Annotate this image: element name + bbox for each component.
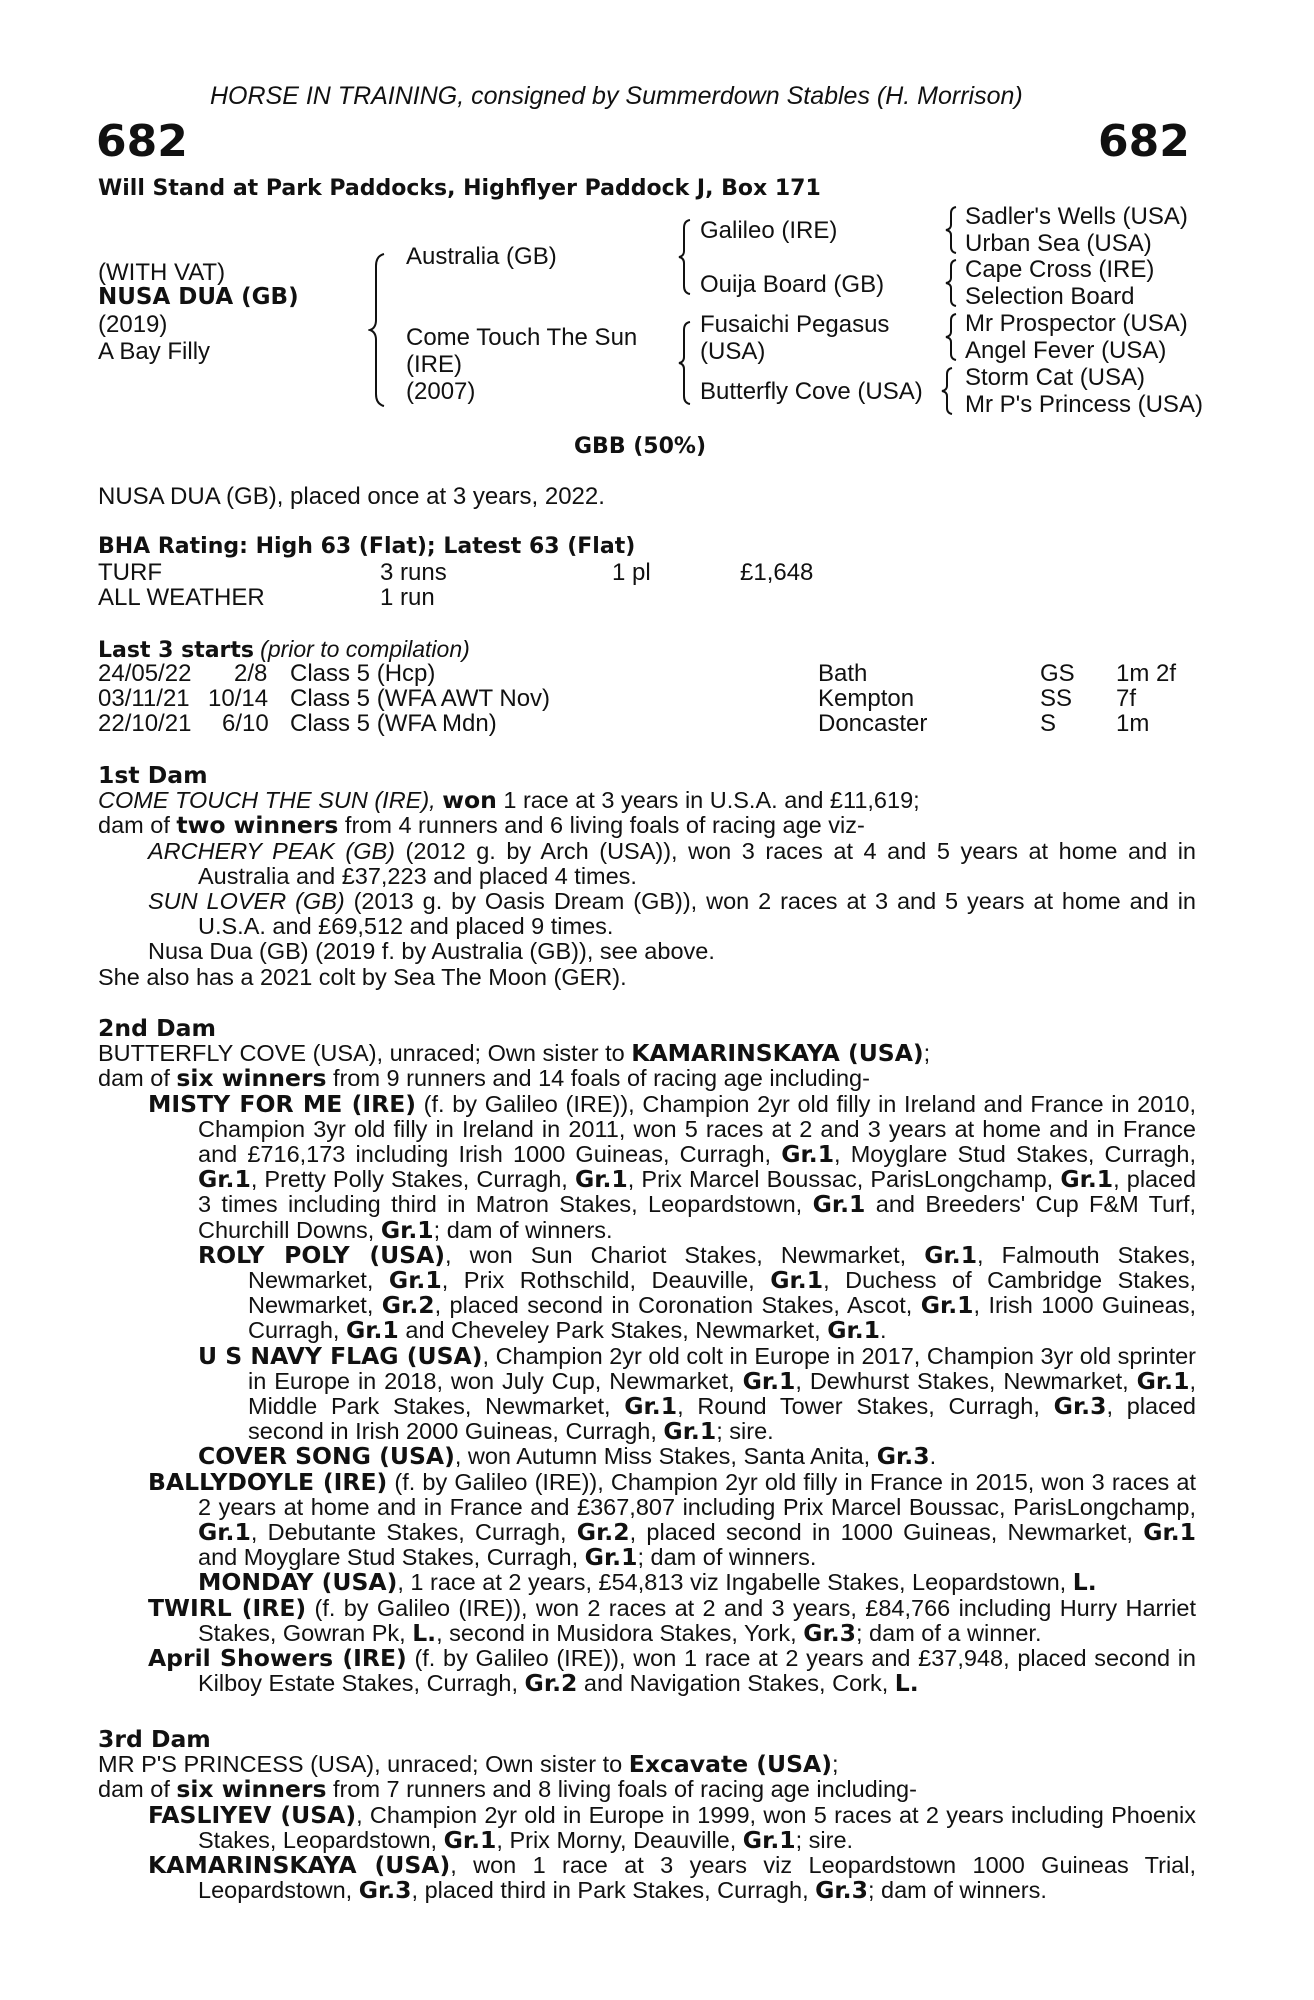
grade-label: L. [894, 1669, 919, 1698]
grade-label: Gr.2 [381, 1291, 435, 1320]
start-race: Class 5 (WFA AWT Nov) [290, 685, 551, 712]
vat-label: (WITH VAT) [98, 259, 226, 286]
grade-label: Gr.1 [388, 1266, 442, 1295]
sire-dam: Ouija Board (GB) [700, 271, 885, 298]
location-line: Will Stand at Park Paddocks, Highflyer Paddock J, Box 171 [98, 176, 821, 201]
grade-label: Gr.1 [812, 1190, 866, 1219]
produce-summary: from 4 runners and 6 living foals of racing age viz- [344, 812, 865, 839]
second-dam-intro: BUTTERFLY COVE (USA), unraced; Own sister to [98, 1040, 625, 1067]
progeny-name: ARCHERY PEAK (GB) [148, 837, 395, 864]
sire-sire: Galileo (IRE) [700, 217, 838, 244]
progeny-record: . [929, 1443, 937, 1470]
pedigree-brace-main [368, 252, 388, 408]
start-course: Kempton [818, 685, 915, 712]
dam-line-3: (2007) [406, 378, 476, 405]
dam-of-label: dam of [98, 1776, 170, 1803]
gbb-label: GBB (50%) [574, 434, 707, 459]
progeny-record: , Falmouth Stakes, Newmarket, [248, 1241, 1196, 1294]
progeny-record: and Navigation Stakes, Cork, [583, 1670, 889, 1697]
winners-count: six winners [176, 1775, 327, 1804]
granddam-dam-3: Angel Fever (USA) [965, 337, 1167, 364]
race-summary: NUSA DUA (GB), placed once at 3 years, 2022. [98, 483, 605, 510]
grade-label: Gr.1 [198, 1518, 251, 1547]
granddam-sire-1: Sadler's Wells (USA) [965, 203, 1188, 230]
progeny-record: and Moyglare Stud Stakes, Curragh, [198, 1544, 579, 1571]
dam-sire-line-1: Fusaichi Pegasus [700, 311, 890, 338]
start-going: S [1040, 710, 1057, 737]
progeny-record: , placed second in Irish 2000 Guineas, Curragh, [248, 1393, 1196, 1445]
progeny-record: , Champion 2yr old in Europe in 1999, won 5 races at 2 years including Phoenix Stakes, Leopardstown, [198, 1801, 1196, 1853]
pedigree-brace-dam [677, 320, 693, 406]
grade-label: L. [412, 1618, 437, 1647]
granddam-sire-4: Storm Cat (USA) [965, 364, 1146, 391]
rating-heading: BHA Rating: High 63 (Flat); Latest 63 (Flat) [98, 534, 636, 559]
progeny-name: BALLYDOYLE (IRE) [148, 1467, 388, 1496]
third-dam-section [98, 1727, 1196, 1903]
progeny-record: , Champion 2yr old colt in Europe in 2017, Champion 3yr old sprinter in Europe in 2018, won July Cup, Newmarket, [248, 1342, 1196, 1394]
dam-line-2: (IRE) [406, 351, 462, 378]
second-dam-heading: 2nd Dam [98, 1014, 216, 1042]
grade-label: Gr.3 [1053, 1392, 1107, 1421]
dam-sire-line-2: (USA) [700, 338, 766, 365]
progeny-record: , Middle Park Stakes, Newmarket, [248, 1367, 1196, 1420]
grade-label: Gr.1 [1060, 1165, 1114, 1194]
granddam-dam-1: Urban Sea (USA) [965, 230, 1152, 257]
rating-runs-turf: 3 runs [380, 559, 447, 586]
progeny-record: ; dam of winners. [867, 1877, 1047, 1904]
progeny-record: . [880, 1317, 887, 1344]
progeny-record: , Pretty Polly Stakes, Curragh, [250, 1166, 568, 1193]
second-dam-section [98, 1016, 1196, 1696]
first-dam-name: COME TOUCH THE SUN (IRE), [98, 787, 436, 814]
pedigree-brace-g2 [944, 258, 958, 308]
progeny-record: , placed 3 times including third in Matron Stakes, Leopardstown, [198, 1166, 1197, 1218]
grade-label: Gr.1 [624, 1392, 678, 1421]
grade-label: Gr.1 [345, 1316, 399, 1345]
grade-label: Gr.3 [358, 1876, 412, 1905]
dam-dam: Butterfly Cove (USA) [700, 378, 923, 405]
rating-placed-turf: 1 pl [612, 559, 651, 586]
progeny-record: (f. by Galileo (IRE)), Champion 2yr old filly in Ireland and France in 2010, Champion 3yr old filly in Ireland in 2011, won 5 races at 2 and 3 years at home and in France and £716,173 including Irish 1000 Guineas, Curragh, [198, 1090, 1196, 1168]
rating-prize-turf: £1,648 [740, 559, 814, 586]
pedigree-brace-sire [677, 218, 693, 296]
horse-description: A Bay Filly [98, 338, 211, 365]
first-dam-record: 1 race at 3 years in U.S.A. and £11,619; [503, 787, 920, 814]
progeny-record: ; dam of winners. [433, 1216, 613, 1243]
progeny-record: , Prix Morny, Deauville, [496, 1826, 737, 1853]
granddam-dam-4: Mr P's Princess (USA) [965, 391, 1203, 418]
dam-of-label: dam of [98, 1065, 170, 1092]
grade-label: Gr.1 [924, 1240, 978, 1269]
start-date: 22/10/21 [98, 710, 192, 737]
progeny-record: , won Autumn Miss Stakes, Santa Anita, [454, 1443, 871, 1470]
progeny-record: , Prix Rothschild, Deauville, [441, 1267, 755, 1294]
first-dam-heading: 1st Dam [98, 761, 208, 789]
granddam-sire-2: Cape Cross (IRE) [965, 256, 1155, 283]
progeny-name: FASLIYEV (USA) [148, 1800, 357, 1829]
progeny-record: ; sire. [716, 1418, 774, 1445]
progeny-record: ; dam of a winner. [856, 1619, 1042, 1646]
progeny-record: , placed second in Coronation Stakes, Ascot, [434, 1292, 913, 1319]
start-position: 10/14 [208, 685, 269, 712]
rating-surface-aw: ALL WEATHER [98, 584, 265, 611]
punct: ; [832, 1751, 839, 1778]
start-date: 03/11/21 [98, 685, 190, 712]
start-position: 6/10 [222, 710, 269, 737]
start-going: GS [1040, 660, 1075, 687]
lot-number-right: 682 [1098, 116, 1190, 167]
progeny-name: April Showers (IRE) [148, 1644, 407, 1673]
start-distance: 1m [1116, 710, 1150, 737]
start-race: Class 5 (WFA Mdn) [290, 710, 497, 737]
last-starts-title: Last 3 starts [98, 638, 255, 663]
punct: ; [923, 1040, 931, 1067]
progeny-record: , won 1 race at 3 years viz Leopardstown 1000 Guineas Trial, Leopardstown, [198, 1852, 1196, 1904]
start-course: Doncaster [818, 710, 928, 737]
sire: Australia (GB) [406, 243, 557, 270]
last-starts-note: (prior to compilation) [260, 636, 470, 662]
first-dam-section [98, 763, 1196, 990]
won-label: won [442, 786, 497, 815]
progeny-name: MISTY FOR ME (IRE) [148, 1089, 416, 1118]
progeny-record: ; dam of winners. [637, 1544, 817, 1571]
winners-count: two winners [176, 811, 339, 840]
third-dam-intro: MR P'S PRINCESS (USA), unraced; Own sister to [98, 1751, 623, 1778]
grade-label: Gr.1 [827, 1316, 881, 1345]
grade-label: Gr.1 [920, 1291, 974, 1320]
grade-label: Gr.1 [1136, 1366, 1190, 1395]
grade-label: Gr.2 [576, 1518, 630, 1547]
progeny-record: , 1 race at 2 years, £54,813 viz Ingabelle Stakes, Leopardstown, [397, 1569, 1067, 1596]
pedigree-brace-g3 [944, 312, 958, 362]
produce-summary: from 7 runners and 8 living foals of racing age including- [333, 1776, 917, 1803]
grade-label: Gr.3 [815, 1876, 868, 1905]
third-dam-heading: 3rd Dam [98, 1725, 211, 1753]
grade-label: Gr.1 [443, 1825, 497, 1854]
horse-name: NUSA DUA (GB) [98, 284, 299, 310]
progeny-record: , Round Tower Stakes, Curragh, [677, 1393, 1040, 1420]
granddam-sire-3: Mr Prospector (USA) [965, 310, 1188, 337]
start-distance: 7f [1116, 685, 1137, 712]
progeny-record: (f. by Galileo (IRE)), won 2 races at 2 and 3 years, £84,766 including Hurry Harriet Stakes, Gowran Pk, [198, 1594, 1196, 1646]
progeny-name: U S NAVY FLAG (USA) [198, 1341, 483, 1370]
sister-name: Excavate (USA) [628, 1750, 832, 1779]
pedigree-brace-g4 [940, 366, 956, 416]
lot-number-left: 682 [96, 116, 188, 167]
rating-surface-turf: TURF [98, 559, 162, 586]
progeny-record: (2012 g. by Arch (USA)), won 3 races at 4 and 5 years at home and in Australia and £37,223 and placed 4 times. [198, 837, 1196, 889]
progeny-record: , second in Musidora Stakes, York, [436, 1619, 797, 1646]
grade-label: Gr.1 [781, 1140, 835, 1169]
grade-label: Gr.1 [380, 1215, 434, 1244]
progeny-record: (f. by Galileo (IRE)), won 1 race at 2 years and £37,948, placed second in Kilboy Estate Stakes, Curragh, [198, 1645, 1196, 1697]
progeny-record: , Duchess of Cambridge Stakes, Newmarket, [248, 1267, 1197, 1319]
progeny-record: , Irish 1000 Guineas, Curragh, [248, 1292, 1196, 1344]
start-going: SS [1040, 685, 1073, 712]
grade-label: Gr.1 [198, 1165, 251, 1194]
pedigree-brace-g1 [944, 205, 958, 255]
grade-label: Gr.3 [876, 1442, 930, 1471]
horse-year: (2019) [98, 311, 168, 338]
grade-label: Gr.1 [1143, 1518, 1197, 1547]
start-distance: 1m 2f [1116, 660, 1177, 687]
progeny-record: (2013 g. by Oasis Dream (GB)), won 2 races at 3 and 5 years at home and in U.S.A. and £69,512 and placed 9 times. [198, 888, 1196, 940]
progeny-record: Nusa Dua (GB) (2019 f. by Australia (GB)), see above. [148, 938, 715, 965]
grade-label: Gr.1 [742, 1825, 796, 1854]
progeny-name: KAMARINSKAYA (USA) [148, 1851, 451, 1880]
first-dam-note: She also has a 2021 colt by Sea The Moon (GER). [98, 963, 627, 990]
progeny-name: ROLY POLY (USA) [198, 1240, 446, 1269]
grade-label: Gr.3 [803, 1618, 856, 1647]
progeny-record: , Moyglare Stud Stakes, Curragh, [834, 1141, 1196, 1168]
grade-label: Gr.2 [524, 1669, 578, 1698]
grade-label: Gr.1 [742, 1366, 796, 1395]
rating-runs-aw: 1 run [380, 584, 435, 611]
produce-summary: from 9 runners and 14 foals of racing age including- [333, 1065, 870, 1092]
progeny-record: , Dewhurst Stakes, Newmarket, [795, 1367, 1129, 1394]
start-position: 2/8 [234, 660, 268, 687]
dam-line-1: Come Touch The Sun [406, 324, 638, 351]
progeny-record: , won Sun Chariot Stakes, Newmarket, [445, 1241, 907, 1268]
progeny-record: and Cheveley Park Stakes, Newmarket, [405, 1317, 821, 1344]
granddam-dam-2: Selection Board [965, 283, 1135, 310]
progeny-record: , Debutante Stakes, Curragh, [250, 1519, 567, 1546]
progeny-record: , Prix Marcel Boussac, ParisLongchamp, [627, 1166, 1054, 1193]
start-race: Class 5 (Hcp) [290, 660, 436, 687]
grade-label: Gr.1 [770, 1266, 824, 1295]
grade-label: Gr.1 [663, 1417, 717, 1446]
sister-name: KAMARINSKAYA (USA) [631, 1039, 924, 1068]
progeny-name: COVER SONG (USA) [198, 1442, 455, 1471]
grade-label: L. [1072, 1568, 1097, 1597]
start-course: Bath [818, 660, 868, 687]
winners-count: six winners [176, 1064, 327, 1093]
start-date: 24/05/22 [98, 660, 192, 687]
progeny-record: ; sire. [795, 1826, 854, 1853]
dam-of-label: dam of [98, 812, 170, 839]
progeny-name: MONDAY (USA) [198, 1568, 398, 1597]
consignor-line: HORSE IN TRAINING, consigned by Summerdown Stables (H. Morrison) [210, 82, 1023, 110]
progeny-record: , placed third in Park Stakes, Curragh, [411, 1877, 809, 1904]
progeny-record: , placed second in 1000 Guineas, Newmarket, [629, 1519, 1133, 1546]
progeny-name: SUN LOVER (GB) [148, 888, 345, 915]
grade-label: Gr.1 [584, 1543, 638, 1572]
grade-label: Gr.1 [574, 1165, 628, 1194]
progeny-record: (f. by Galileo (IRE)), Champion 2yr old filly in France in 2015, won 3 races at 2 years at home and in France and £367,807 including Prix Marcel Boussac, ParisLongchamp, [198, 1468, 1197, 1520]
progeny-name: TWIRL (IRE) [148, 1593, 307, 1622]
progeny-record: and Breeders' Cup F&M Turf, Churchill Downs, [198, 1191, 1197, 1243]
